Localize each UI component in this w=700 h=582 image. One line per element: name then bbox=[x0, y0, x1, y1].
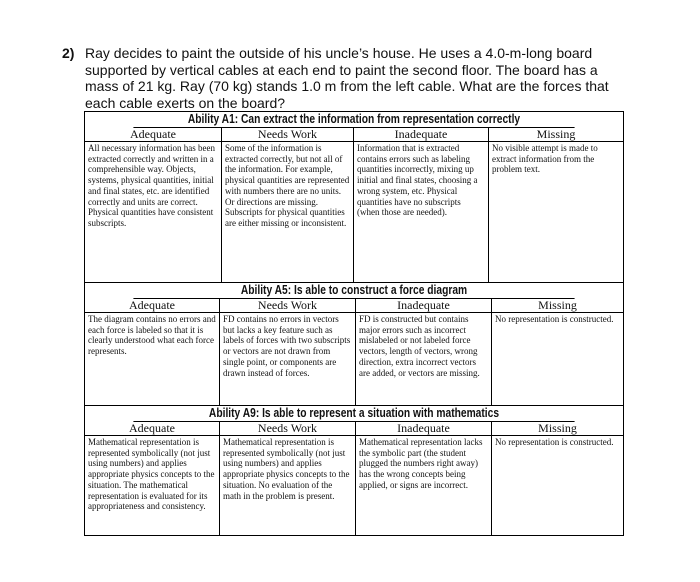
desc-inadequate: Information that is extracted contains errors such as labeling quantities incorrectly, mixing up initial and final states, choosing a wrong system, etc. Physical quantities have no subscripts (when those are needed). bbox=[354, 142, 489, 282]
desc-inadequate: Mathematical representation lacks the symbolic part (the student plugged the numbers right away) has the wrong concepts being applied, or signs are incorrect. bbox=[356, 436, 492, 535]
header-missing: Missing bbox=[538, 422, 577, 435]
rubric-description-row bbox=[85, 436, 623, 535]
rubric-description-row bbox=[85, 313, 623, 406]
desc-needs-work: Mathematical representation is represented symbolically (not just using numbers) and applies appropriate physics concepts to the situation. No evaluation of the math in the problem is present. bbox=[220, 436, 356, 535]
header-adequate: Adequate bbox=[85, 128, 222, 141]
desc-inadequate: FD is constructed but contains major errors such as incorrect mislabeled or not labeled force vectors, length of vectors, wrong direction, extra incorrect vectors are added, or vectors are missing. bbox=[356, 313, 492, 405]
header-inadequate: Inadequate bbox=[354, 128, 489, 141]
header-inadequate: Inadequate bbox=[356, 422, 492, 435]
rubric-table bbox=[84, 111, 624, 536]
rubric-description-row bbox=[85, 142, 623, 283]
desc-needs-work: Some of the information is extracted correctly, but not all of the information. For example, physical quantities are represented with numbers there are no units. Or directions are missing. Subscripts for physical quantities are either missing or inconsistent. bbox=[222, 142, 354, 282]
header-needs-work: Needs Work bbox=[220, 299, 356, 312]
section-title-a9: Ability A9: Is able to represent a situation with mathematics bbox=[133, 406, 574, 422]
rubric-header-row bbox=[85, 422, 623, 436]
header-needs-work: Needs Work bbox=[220, 422, 356, 435]
header-missing: Missing bbox=[538, 299, 577, 312]
header-needs-work: Needs Work bbox=[222, 128, 354, 141]
desc-needs-work: FD contains no errors in vectors but lacks a key feature such as labels of forces with two subscripts or vectors are not drawn from single point, or components are drawn instead of forces. bbox=[220, 313, 356, 405]
section-title-a5: Ability A5: Is able to construct a force diagram bbox=[133, 283, 574, 299]
desc-missing: No representation is constructed. bbox=[495, 314, 614, 324]
problem-text: Ray decides to paint the outside of his uncle’s house. He uses a 4.0-m-long board supported by vertical cables at each end to paint the second floor. The board has a mass of 21 kg. Ray (70 kg) stands 1.0 m from the left cable. What are the forces that each cable exerts on the board? bbox=[85, 45, 609, 111]
rubric-header-row bbox=[85, 299, 623, 313]
header-adequate: Adequate bbox=[85, 422, 220, 435]
desc-adequate: Mathematical representation is represented symbolically (not just using numbers) and applies appropriate physics concepts to the situation. The mathematical representation is evaluated for its appropriateness and consistency. bbox=[85, 436, 220, 535]
desc-adequate: The diagram contains no errors and each force is labeled so that it is clearly understood what each force represents. bbox=[85, 313, 220, 405]
desc-missing: No representation is constructed. bbox=[495, 437, 614, 447]
header-missing: Missing bbox=[536, 128, 576, 141]
desc-missing: No visible attempt is made to extract information from the problem text. bbox=[492, 143, 598, 175]
section-title-a1: Ability A1: Can extract the information from representation correctly bbox=[133, 112, 574, 128]
rubric-header-row bbox=[85, 128, 623, 142]
desc-adequate: All necessary information has been extracted correctly and written in a comprehensible way. Objects, systems, physical quantities, initial and final states, etc. are identified correctly and units are correct. Physical quantities have consistent subscripts. bbox=[85, 142, 222, 282]
header-adequate: Adequate bbox=[85, 299, 220, 312]
problem-number: 2) bbox=[62, 45, 75, 61]
header-inadequate: Inadequate bbox=[356, 299, 492, 312]
